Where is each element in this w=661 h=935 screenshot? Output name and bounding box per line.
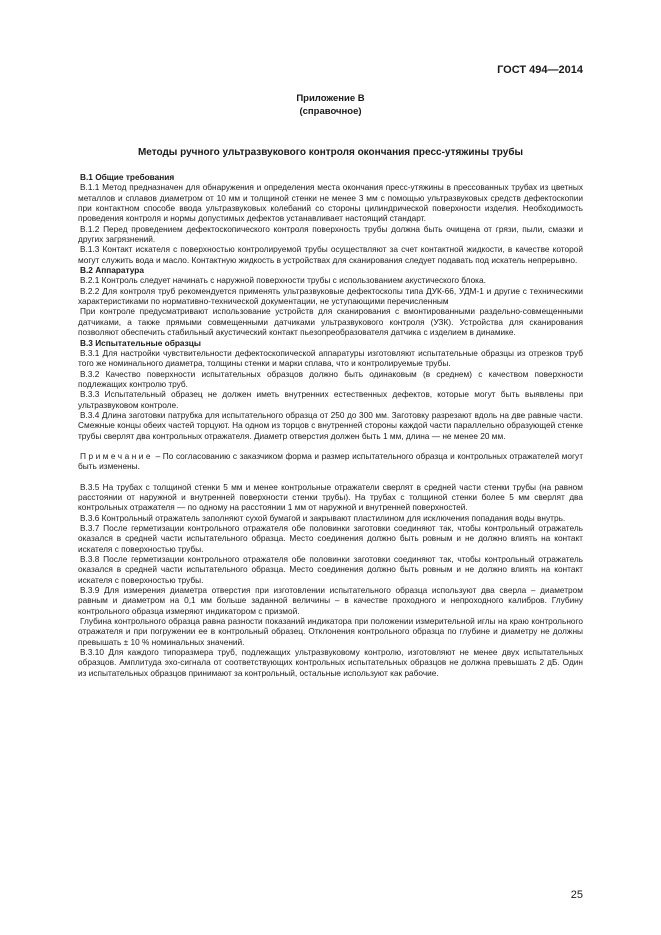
paragraph-b3-3: В.3.3 Испытательный образец не должен иметь внутренних естественных дефектов, которые могут быть выявлены при ультразвуковом контроле. [78, 389, 583, 410]
paragraph-b3-5: В.3.5 На трубах с толщиной стенки 5 мм и менее контрольные отражатели сверлят в средней части стенки трубы (на равном расстоянии от наружной и внутренней поверхности стенки трубы). На трубах с толщиной стенки более 5 мм сверлят два контрольных отражателя — по одному на расстоянии 1 мм от наружной и внутренней поверхностей. [78, 481, 583, 513]
paragraph-b3-2: В.3.2 Качество поверхности испытательных образцов должно быть одинаковым (в среднем) с качеством поверхности подлежащих контролю труб. [78, 368, 583, 389]
paragraph-b3-11: В.3.10 Для каждого типоразмера труб, подлежащих ультразвуковому контролю, изготовляют не менее двух испытательных образцов. Амплитуда эхо-сигнала от соответствующих контрольных испытательных образцов не должна превышать 2 дБ. Один из испытательных образцов принимают за контрольный, остальные используют как рабочие. [78, 647, 583, 678]
paragraph-b3-4: В.3.4 Длина заготовки патрубка для испытательного образца от 250 до 300 мм. Заготовку разрезают вдоль на две равные части. Смежные концы обеих частей торцуют. На одном из торцов с внутренней стороны каждой части параллельно образующей стенке трубы сверлят два контрольных отражателя. Диаметр отверстия должен быть 1 мм, длина — не менее 20 мм. [78, 409, 583, 441]
document-body [78, 172, 583, 678]
section-heading-b3: В.3 Испытательные образцы [80, 337, 201, 348]
note-text: – По согласованию с заказчиком форма и размер испытательного образца и контрольных отражателей могут быть изменены. [78, 450, 583, 472]
paragraph-b2-1: В.2.1 Контроль следует начинать с наружной поверхности трубы с использованием акустического блока. [80, 275, 486, 286]
note-label: Примечание [80, 450, 154, 461]
page-number: 25 [570, 889, 583, 901]
annex-subtitle: (справочное) [299, 106, 362, 117]
main-title: Методы ручного ультразвукового контроля окончания пресс-утяжины трубы [137, 147, 524, 158]
standard-number: ГОСТ 494—2014 [497, 64, 583, 76]
paragraph-b1-1: В.1.1 Метод предназначен для обнаружения и определения места окончания пресс-утяжины в прессованных трубах из цветных металлов и сплавов диаметром от 10 мм и толщиной стенки не менее 3 мм с помощью ультразвуковых средств дефектоскопии при контактном способе ввода ультразвуковых колебаний со стороны цилиндрической поверхности изделия. Необходимость проведения контроля и нормы допустимых дефектов устанавливает настоящий стандарт. [78, 182, 583, 224]
section-heading-b2: В.2 Аппаратура [80, 265, 144, 276]
annex-header [0, 92, 661, 118]
paragraph-b3-7: В.3.7 После герметизации контрольного отражателя обе половинки заготовки соединяют так, чтобы контрольный отражатель оказался в средней части испытательного образца. Место соединения должно быть ровным и не должно влиять на контакт искателя с поверхностью трубы. [78, 523, 583, 554]
paragraph-b2-3: При контроле предусматривают использование устройств для сканирования с вмонтированными раздельно-совмещенными датчиками, а также прямыми совмещенными датчиками ультразвукового контроля (УЗК). Устройства для сканирования позволяют обеспечить стабильный акустический контакт пьезопреобразователя датчика с изделием в динамике. [78, 306, 583, 338]
paragraph-b3-1: В.3.1 Для настройки чувствительности дефектоскопической аппаратуры изготовляют испытательные образцы из отрезков труб того же номинального диаметра, толщины стенки и марки сплава, что и контролируемые трубы. [78, 347, 583, 369]
paragraph-b3-10: Глубина контрольного образца равна разности показаний индикатора при положении измерительной иглы на краю контрольного отражателя и при погружении ее в контрольный образец. Отклонения контрольного образца по глубине и диаметру не должны превышать ± 10 % номинальных значений. [78, 616, 583, 647]
paragraph-b3-6: В.3.6 Контрольный отражатель заполняют сухой бумагой и закрывают пластилином для исключения попадания воды внутрь. [80, 512, 566, 523]
section-heading-b1: В.1 Общие требования [80, 172, 175, 182]
annex-title: Приложение В [296, 93, 365, 104]
paragraph-b3-8: В.3.8 После герметизации контрольного отражателя обе половинки заготовки соединяют так, чтобы контрольный отражатель оказался в средней части испытательного образца. Место соединения должно быть ровным и не должно влиять на контакт искателя с поверхностью трубы. [78, 554, 583, 585]
paragraph-b1-2: В.1.2 Перед проведением дефектоскопического контроля поверхность трубы должна быть очищена от грязи, пыли, смазки и других загрязнений. [78, 223, 583, 245]
paragraph-b1-3: В.1.3 Контакт искателя с поверхностью контролируемой трубы осуществляют за счет контактной жидкости, в качестве которой могут служить вода и масло. Контактную жидкость в устройствах для сканирования следует подавать под искатель непрерывно. [78, 244, 583, 265]
note [78, 451, 583, 472]
paragraph-b3-9: В.3.9 Для измерения диаметра отверстия при изготовлении испытательного образца используют два сверла – диаметром равным и диаметром на 0,1 мм больше заданной величины – в качестве проходного и непроходного калибров. Глубину контрольного образца измеряют индикатором с призмой. [78, 585, 583, 616]
paragraph-b2-2: В.2.2 Для контроля труб рекомендуется применять ультразвуковые дефектоскопы типа ДУК-66, УДМ-1 и другие с техническими характеристиками по нормативно-технической документации, не уступающими перечисленным [78, 285, 583, 307]
